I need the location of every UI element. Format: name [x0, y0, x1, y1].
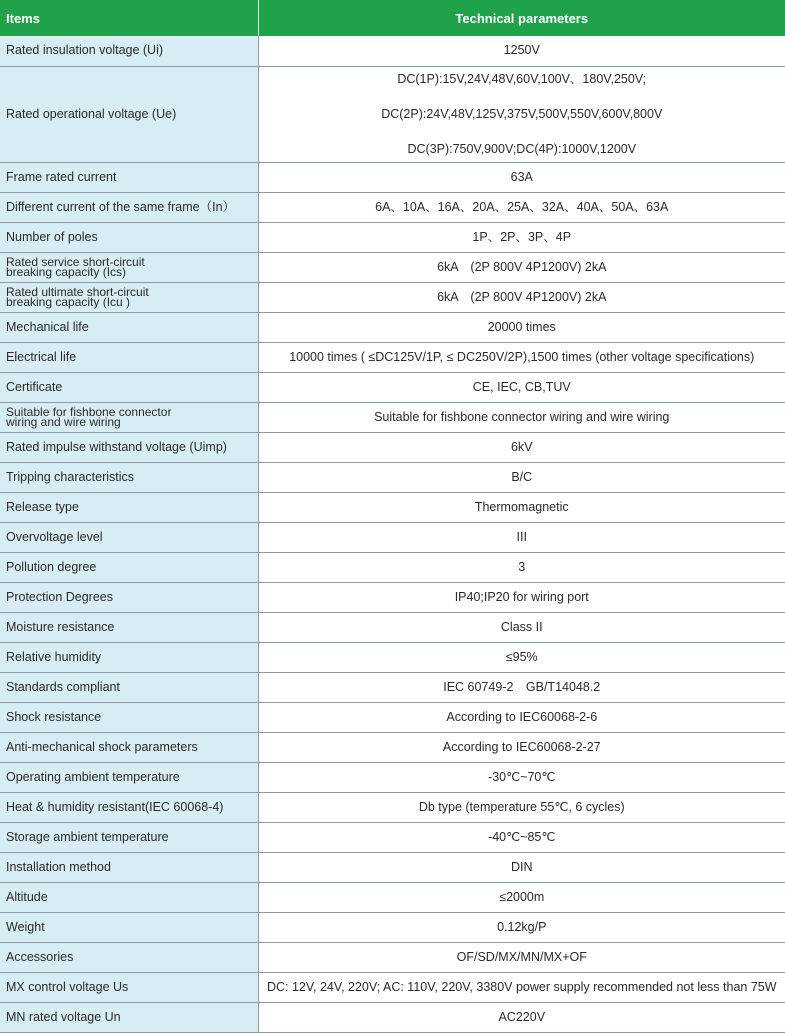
row-value: 6A、10A、16A、20A、25A、32A、40A、50A、63A [258, 192, 785, 222]
table-row [0, 672, 785, 702]
table-row [0, 912, 785, 942]
row-label: Rated impulse withstand voltage (Uimp) [0, 432, 258, 462]
row-label: MN rated voltage Un [0, 1002, 258, 1032]
row-value: 1250V [258, 36, 785, 66]
table-row [0, 36, 785, 66]
table-row [0, 402, 785, 432]
row-label: Protection Degrees [0, 582, 258, 612]
row-value: -30℃~70℃ [258, 762, 785, 792]
row-value: DIN [258, 852, 785, 882]
row-value: Suitable for fishbone connector wiring and wire wiring [258, 402, 785, 432]
row-label: Number of poles [0, 222, 258, 252]
table-row [0, 462, 785, 492]
header-row [0, 0, 785, 36]
row-label: Moisture resistance [0, 612, 258, 642]
row-value: 63A [258, 162, 785, 192]
row-value: DC: 12V, 24V, 220V; AC: 110V, 220V, 3380V power supply recommended not less than 75W [258, 972, 785, 1002]
row-value: 20000 times [258, 312, 785, 342]
table-row [0, 972, 785, 1002]
row-label: MX control voltage Us [0, 972, 258, 1002]
table-row [0, 432, 785, 462]
row-value: -40℃~85℃ [258, 822, 785, 852]
row-label: Certificate [0, 372, 258, 402]
row-label-line: wiring and wire wiring [6, 417, 258, 427]
row-value: AC220V [258, 1002, 785, 1032]
table-row [0, 642, 785, 672]
row-value: 10000 times ( ≤DC125V/1P, ≤ DC250V/2P),1500 times (other voltage specifications) [258, 342, 785, 372]
row-label: Mechanical life [0, 312, 258, 342]
table-row [0, 762, 785, 792]
row-value [258, 66, 785, 162]
row-value: ≤95% [258, 642, 785, 672]
row-value-line: DC(2P):24V,48V,125V,375V,500V,550V,600V,800V [259, 102, 785, 127]
table-row [0, 882, 785, 912]
row-label: Frame rated current [0, 162, 258, 192]
row-label-line: Rated ultimate short-circuit [6, 287, 258, 297]
row-label: Electrical life [0, 342, 258, 372]
row-label: Rated operational voltage (Ue) [0, 66, 258, 162]
row-label-line: breaking capacity (Icu ) [6, 297, 258, 307]
row-label: Pollution degree [0, 552, 258, 582]
header-parameters: Technical parameters [258, 0, 785, 36]
row-label: Operating ambient temperature [0, 762, 258, 792]
table-row [0, 492, 785, 522]
row-value: CE, IEC, CB,TUV [258, 372, 785, 402]
row-label [0, 282, 258, 312]
table-row [0, 66, 785, 162]
row-value: 1P、2P、3P、4P [258, 222, 785, 252]
row-value: 6kA (2P 800V 4P1200V) 2kA [258, 282, 785, 312]
table-row [0, 732, 785, 762]
row-value-line: DC(3P):750V,900V;DC(4P):1000V,1200V [259, 137, 785, 162]
row-label: Anti-mechanical shock parameters [0, 732, 258, 762]
table-row [0, 372, 785, 402]
table-row [0, 252, 785, 282]
row-label: Different current of the same frame（In） [0, 192, 258, 222]
row-label: Relative humidity [0, 642, 258, 672]
row-value-line: DC(1P):15V,24V,48V,60V,100V、180V,250V; [259, 67, 785, 92]
row-label: Tripping characteristics [0, 462, 258, 492]
table-row [0, 612, 785, 642]
row-value: OF/SD/MX/MN/MX+OF [258, 942, 785, 972]
row-label: Storage ambient temperature [0, 822, 258, 852]
table-row [0, 1002, 785, 1032]
row-value: IP40;IP20 for wiring port [258, 582, 785, 612]
table-row [0, 852, 785, 882]
table-row [0, 702, 785, 732]
row-label: Overvoltage level [0, 522, 258, 552]
row-label: Accessories [0, 942, 258, 972]
row-label [0, 402, 258, 432]
table-row [0, 792, 785, 822]
row-value: 0.12kg/P [258, 912, 785, 942]
row-value: Db type (temperature 55℃, 6 cycles) [258, 792, 785, 822]
row-value: B/C [258, 462, 785, 492]
table-row [0, 522, 785, 552]
row-label: Rated insulation voltage (Ui) [0, 36, 258, 66]
table-row [0, 342, 785, 372]
table-row [0, 222, 785, 252]
row-label: Standards compliant [0, 672, 258, 702]
row-label: Altitude [0, 882, 258, 912]
row-label: Heat & humidity resistant(IEC 60068-4) [0, 792, 258, 822]
table-row [0, 282, 785, 312]
row-value: According to IEC60068-2-6 [258, 702, 785, 732]
header-items: Items [0, 0, 258, 36]
row-value: IEC 60749-2 GB/T14048.2 [258, 672, 785, 702]
row-value: According to IEC60068-2-27 [258, 732, 785, 762]
row-label: Installation method [0, 852, 258, 882]
row-value: ≤2000m [258, 882, 785, 912]
row-value: III [258, 522, 785, 552]
table-row [0, 192, 785, 222]
table-row [0, 822, 785, 852]
row-label-line: Suitable for fishbone connector [6, 407, 258, 417]
row-label-line: breaking capacity (Ics) [6, 267, 258, 277]
row-value: 6kA (2P 800V 4P1200V) 2kA [258, 252, 785, 282]
row-label-line: Rated service short-circuit [6, 257, 258, 267]
row-label: Shock resistance [0, 702, 258, 732]
row-label [0, 252, 258, 282]
row-value: 3 [258, 552, 785, 582]
table-row [0, 312, 785, 342]
table-row [0, 582, 785, 612]
row-value: 6kV [258, 432, 785, 462]
row-value: Thermomagnetic [258, 492, 785, 522]
row-label: Weight [0, 912, 258, 942]
row-value: Class II [258, 612, 785, 642]
table-row [0, 162, 785, 192]
row-label: Release type [0, 492, 258, 522]
table-row [0, 942, 785, 972]
table-row [0, 552, 785, 582]
